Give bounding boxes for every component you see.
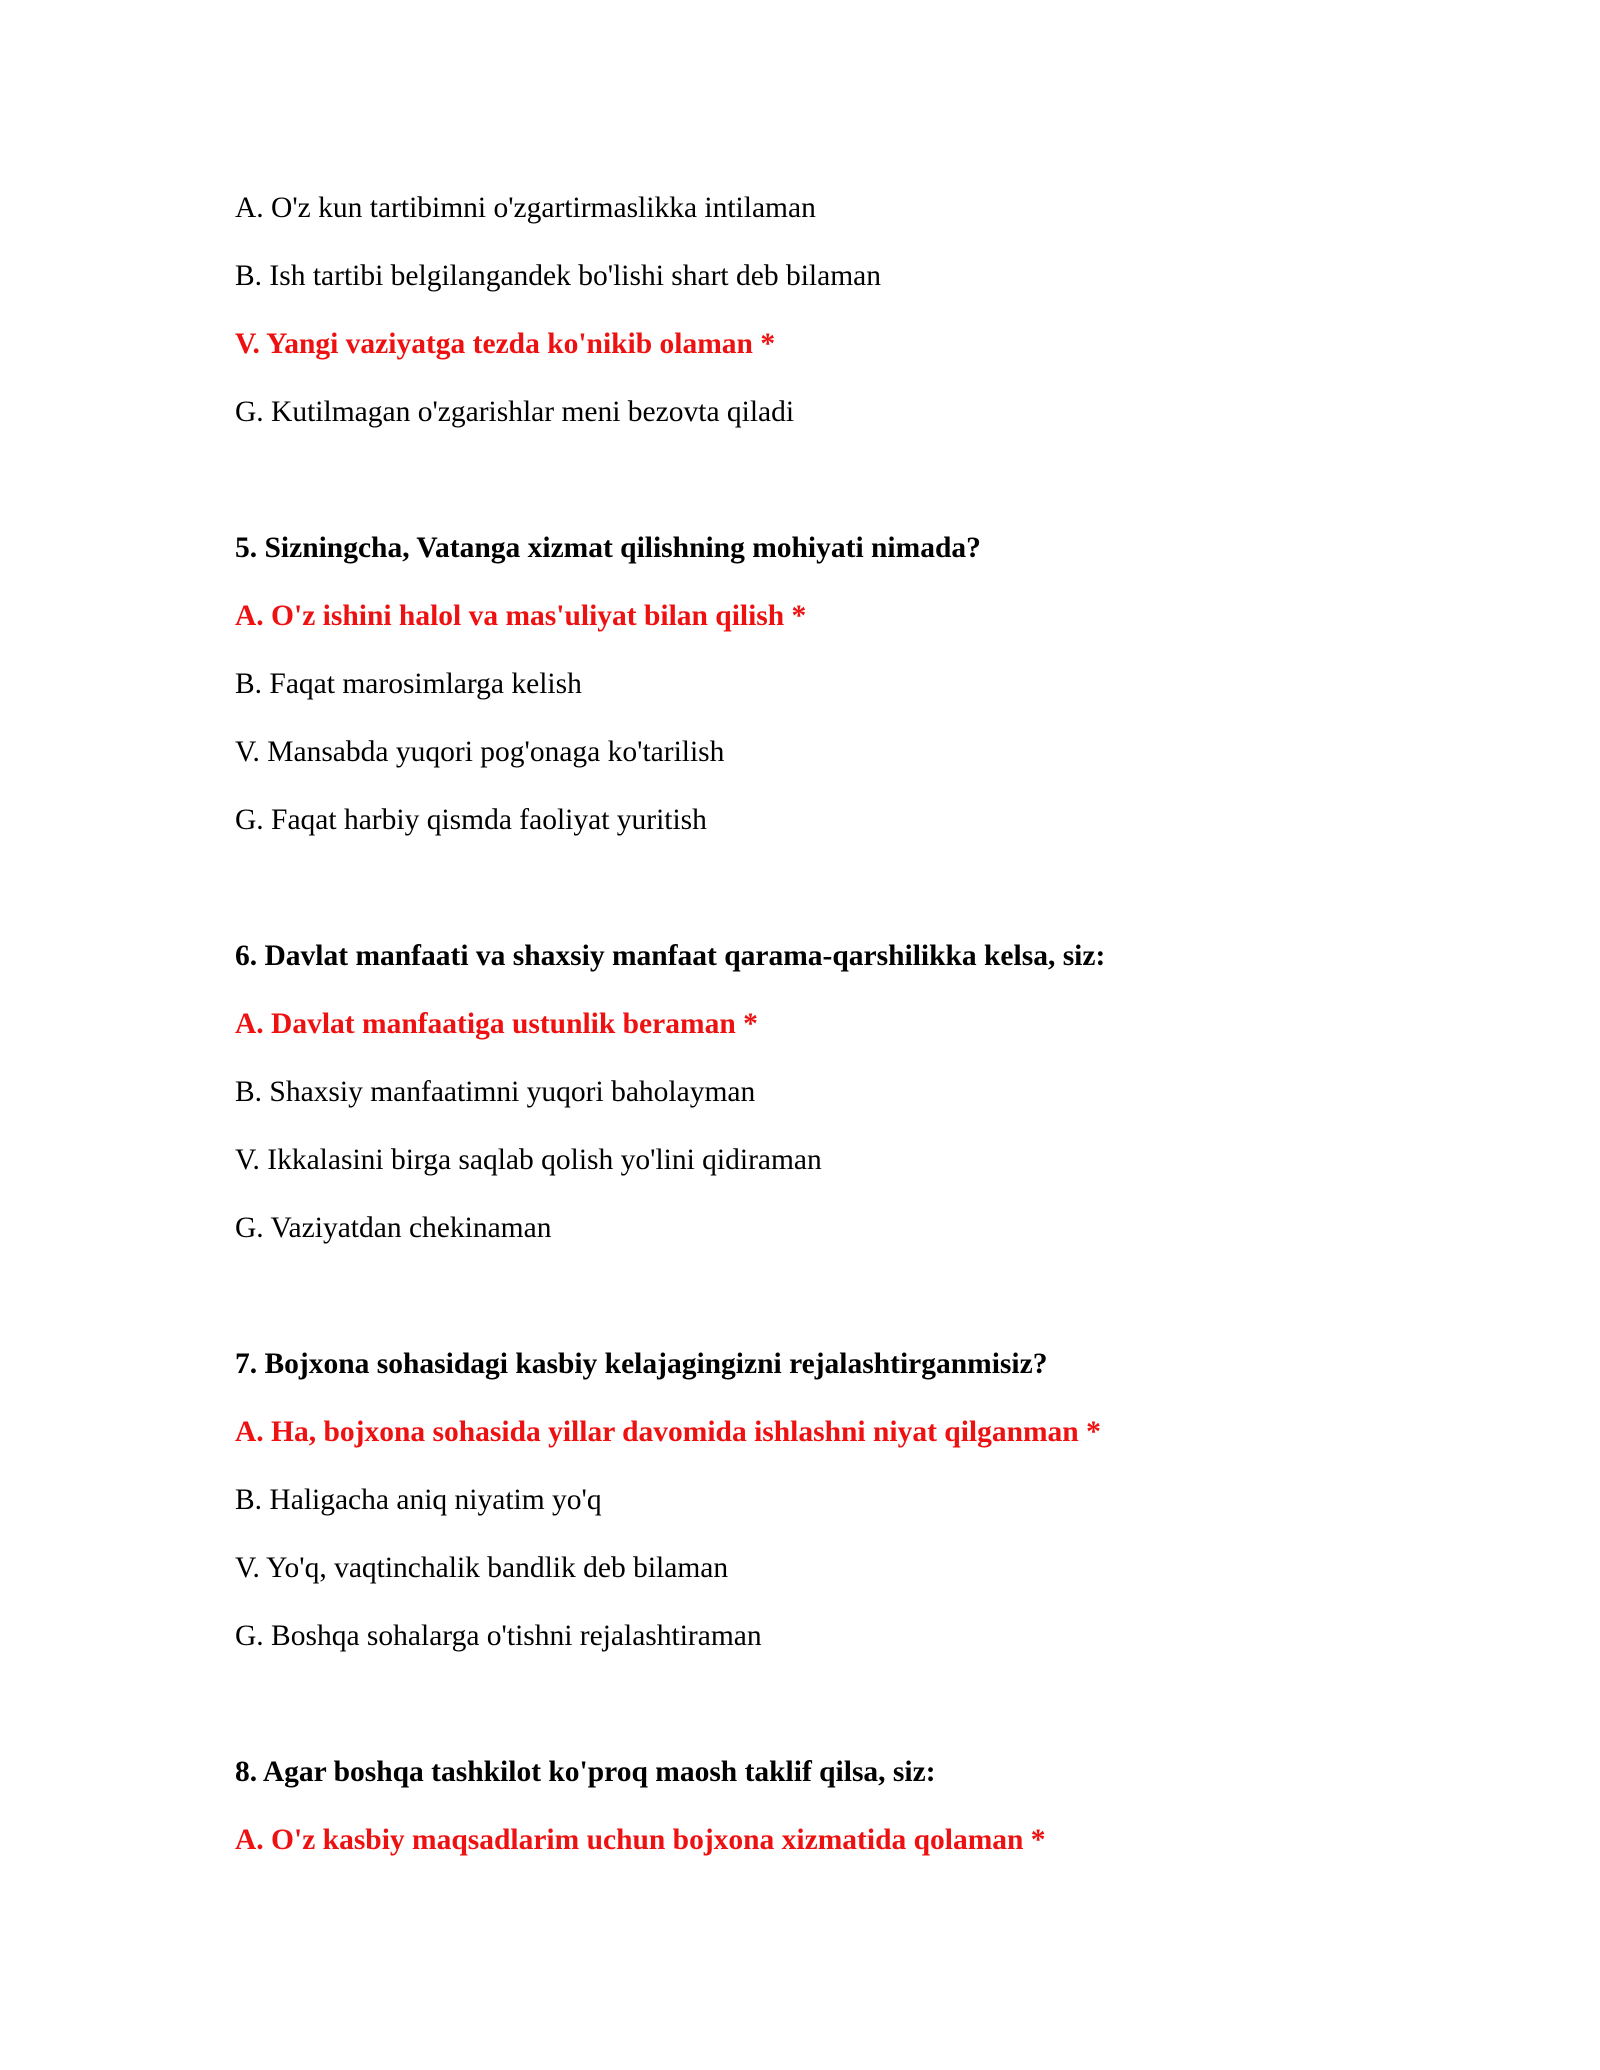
question-title: 8. Agar boshqa tashkilot ko'proq maosh taklif qilsa, siz: [235,1756,936,1788]
option-a-correct: A. Ha, bojxona sohasida yillar davomida ishlashni niyat qilganman * [235,1416,1101,1448]
question-6-block [235,936,1415,1248]
option-b: B. Shaxsiy manfaatimni yuqori baholayman [235,1076,756,1108]
option-v: V. Mansabda yuqori pog'onaga ko'tarilish [235,736,725,768]
option-g: G. Kutilmagan o'zgarishlar meni bezovta qiladi [235,396,795,428]
option-b: B. Haligacha aniq niyatim yo'q [235,1484,602,1516]
option-v: V. Yo'q, vaqtinchalik bandlik deb bilaman [235,1552,729,1584]
option-g: G. Vaziyatdan chekinaman [235,1212,552,1244]
question-title: 6. Davlat manfaati va shaxsiy manfaat qarama-qarshilikka kelsa, siz: [235,940,1106,972]
option-a-correct: A. O'z ishini halol va mas'uliyat bilan qilish * [235,600,807,632]
question-title: 7. Bojxona sohasidagi kasbiy kelajagingizni rejalashtirganmisiz? [235,1348,1048,1380]
option-a-correct: A. Davlat manfaatiga ustunlik beraman * [235,1008,758,1040]
quiz-content [235,188,1415,1888]
option-a-correct: A. O'z kasbiy maqsadlarim uchun bojxona xizmatida qolaman * [235,1824,1046,1856]
spacer [235,868,1415,936]
question-title: 5. Sizningcha, Vatanga xizmat qilishning mohiyati nimada? [235,532,981,564]
spacer [235,460,1415,528]
option-v: V. Ikkalasini birga saqlab qolish yo'lini qidiraman [235,1144,822,1176]
spacer [235,1276,1415,1344]
question-7-block [235,1344,1415,1656]
question-4-options [235,188,1415,432]
option-b: B. Ish tartibi belgilangandek bo'lishi shart deb bilaman [235,260,881,292]
option-a: A. O'z kun tartibimni o'zgartirmaslikka intilaman [235,192,816,224]
option-g: G. Boshqa sohalarga o'tishni rejalashtiraman [235,1620,762,1652]
question-8-block [235,1752,1415,1860]
spacer [235,1684,1415,1752]
option-g: G. Faqat harbiy qismda faoliyat yuritish [235,804,707,836]
option-b: B. Faqat marosimlarga kelish [235,668,582,700]
question-5-block [235,528,1415,840]
option-v-correct: V. Yangi vaziyatga tezda ko'nikib olaman * [235,328,776,360]
